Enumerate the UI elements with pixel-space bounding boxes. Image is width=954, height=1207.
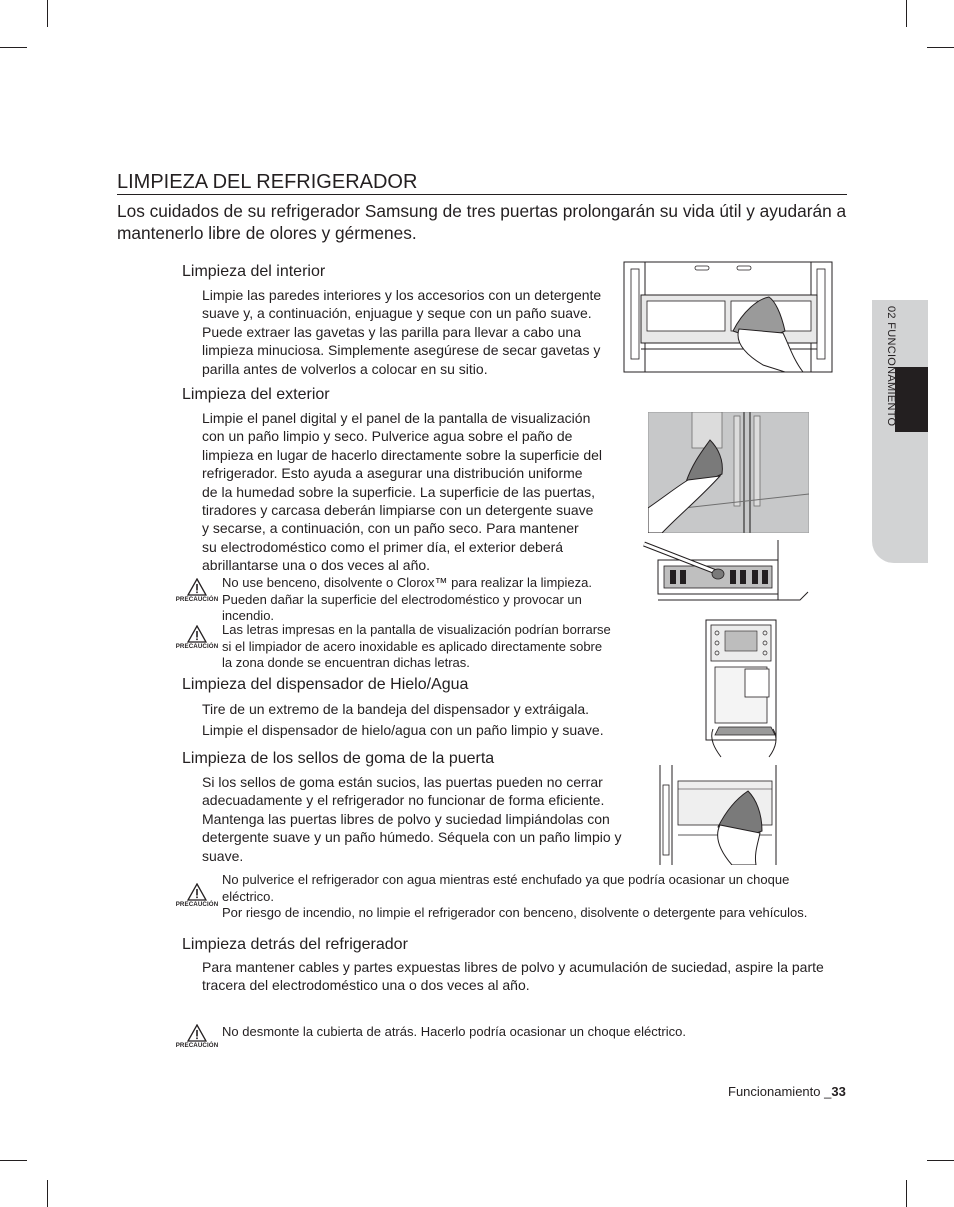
text-line: parilla antes de volverlos a colocar en su sitio. [202, 360, 488, 377]
text-line: No pulverice el refrigerador con agua mientras esté enchufado ya que podría ocasionar un choque [222, 872, 790, 887]
heading-interior: Limpieza del interior [182, 263, 326, 280]
crop-mark [906, 1180, 907, 1207]
text-line: Tire de un extremo de la bandeja del dispensador y extráigala. [202, 701, 590, 717]
text-line: Las letras impresas en la pantalla de visualización podrían borrarse [222, 622, 611, 637]
caution-text [222, 872, 807, 922]
caution-label: PRECAUCIÓN [175, 901, 219, 908]
section-title: LIMPIEZA DEL REFRIGERADOR [117, 170, 847, 195]
text-line: Limpie las paredes interiores y los accesorios con un detergente [202, 287, 602, 303]
text-line: tiradores y carcasa deberán limpiarse con un detergente suave [202, 502, 594, 519]
caution-text: No desmonte la cubierta de atrás. Hacerlo podría ocasionar un choque eléctrico. [222, 1024, 686, 1039]
heading-exterior: Limpieza del exterior [182, 386, 330, 403]
text-line: refrigerador. Esto ayuda a asegurar una distribución uniforme [202, 465, 583, 482]
caution-badge [174, 883, 220, 909]
intro-paragraph: Los cuidados de su refrigerador Samsung de tres puertas prolongarán su vida útil y ayudarán a mantenerlo libre de olores y gérmenes. [117, 201, 847, 243]
side-tab-label: 02 FUNCIONAMIENTO [885, 306, 897, 427]
text-line: suave y, a continuación, enjuague y seque con un paño suave. [202, 305, 592, 322]
text-line: Puede extraer las gavetas y las parilla para llevar a cabo una [202, 323, 581, 340]
text-line: suave. [202, 847, 244, 864]
text-line: si el limpiador de acero inoxidable es aplicado directamente sobre [222, 638, 603, 654]
exterior-cleaning-illustration [648, 412, 809, 533]
text-line: Pueden dañar la superficie del electrodoméstico y provocar un [222, 591, 582, 607]
caution-badge [174, 578, 220, 604]
text-line: adecuadamente y el refrigerador no funcionar de forma eficiente. [202, 792, 605, 809]
crop-mark [927, 1160, 954, 1161]
text-line: detergente suave y un paño húmedo. Séquela con un paño limpio y [202, 829, 622, 846]
side-tab-marker [895, 367, 928, 432]
crop-mark [0, 1160, 27, 1161]
warning-triangle-icon [187, 883, 207, 901]
warning-triangle-icon [187, 578, 207, 596]
text-line: abrillantarse una o dos veces al año. [202, 557, 431, 574]
footer-label: Funcionamiento _ [728, 1084, 832, 1099]
crop-mark [47, 0, 48, 27]
door-seal-illustration [658, 765, 778, 865]
crop-mark [927, 47, 954, 48]
text-line: eléctrico. [222, 888, 275, 904]
text-line: su electrodoméstico como el primer día, el exterior deberá [202, 538, 564, 555]
text-line: Si los sellos de goma están sucios, las puertas pueden no cerrar [202, 774, 603, 790]
caution-label: PRECAUCIÓN [175, 596, 219, 603]
warning-triangle-icon [187, 625, 207, 643]
caution-label: PRECAUCIÓN [175, 643, 219, 650]
dispenser-tray-illustration [705, 619, 783, 759]
text-line: Limpie el dispensador de hielo/agua con un paño limpio y suave. [202, 722, 604, 738]
text-line: Limpie el panel digital y el panel de la pantalla de visualización [202, 410, 591, 426]
caution-badge [174, 625, 220, 651]
text-line: Por riesgo de incendio, no limpie el refrigerador con benceno, disolvente o detergente para vehículos. [222, 905, 808, 920]
text-line: y secarse, a continuación, con un paño seco. Para mantener [202, 520, 579, 537]
caution-label: PRECAUCIÓN [175, 1042, 219, 1049]
text-line: limpieza minuciosa. Simplemente asegúrese de secar gavetas y [202, 342, 601, 359]
text-line: Mantenga las puertas libres de polvo y suciedad limpiándolas con [202, 810, 610, 827]
heading-seals: Limpieza de los sellos de goma de la puerta [182, 750, 495, 767]
text-line: la zona donde se encuentran dichas letras. [222, 655, 470, 670]
heading-behind: Limpieza detrás del refrigerador [182, 936, 408, 953]
text-line: No use benceno, disolvente o Clorox™ para realizar la limpieza. [222, 575, 592, 590]
interior-cleaning-illustration [623, 261, 833, 373]
dispenser-text [202, 699, 604, 741]
page-number: 33 [831, 1084, 846, 1099]
interior-text [202, 286, 601, 378]
heading-dispenser: Limpieza del dispensador de Hielo/Agua [182, 676, 469, 693]
text-line: incendio. [222, 608, 275, 623]
exterior-text [202, 409, 602, 575]
page-footer [728, 1084, 846, 1099]
behind-text [202, 958, 824, 995]
crop-mark [47, 1180, 48, 1207]
caution-text [222, 575, 592, 625]
text-line: de la humedad sobre la superficie. La superficie de las puertas, [202, 483, 596, 500]
caution-badge [174, 1024, 220, 1050]
crop-mark [0, 47, 27, 48]
caution-text [222, 622, 611, 672]
text-line: limpieza en lugar de hacerlo directamente sobre la superficie del [202, 446, 602, 463]
panel-brush-illustration [640, 540, 810, 602]
text-line: Para mantener cables y partes expuestas libres de polvo y acumulación de suciedad, aspire la parte [202, 959, 824, 975]
text-line: tracera del electrodoméstico una o dos veces al año. [202, 977, 530, 994]
text-line: con un paño limpio y seco. Pulverice agua sobre el paño de [202, 428, 573, 445]
crop-mark [906, 0, 907, 27]
seals-text [202, 773, 622, 865]
warning-triangle-icon [187, 1024, 207, 1042]
